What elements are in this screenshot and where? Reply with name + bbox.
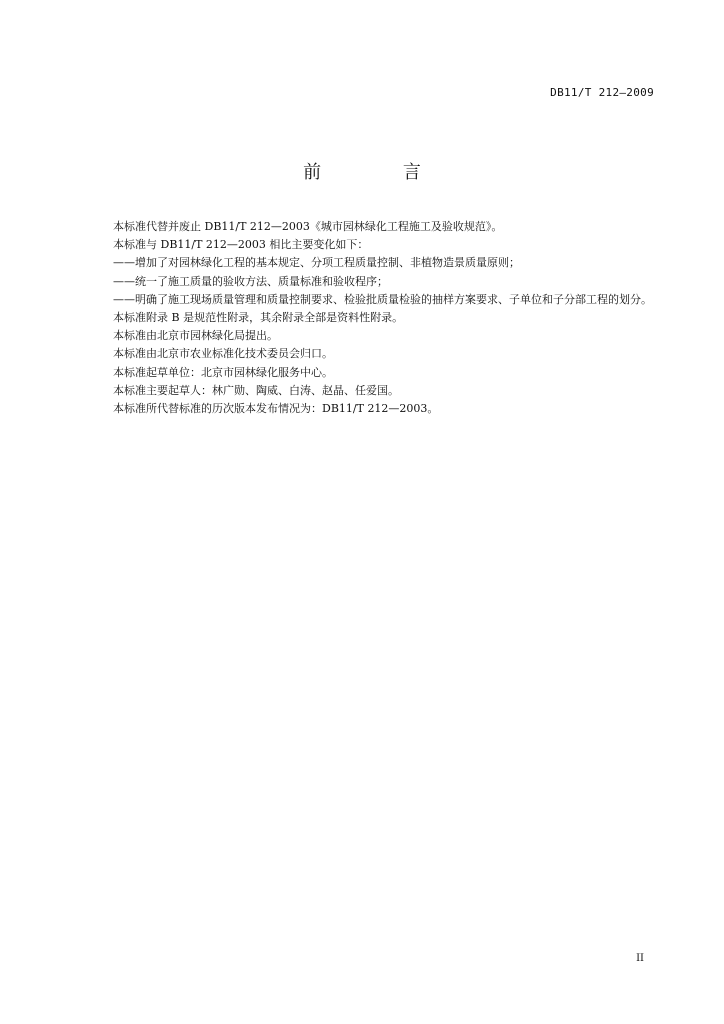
paragraph-proposer: 本标准由北京市园林绿化局提出。 [113,329,278,343]
paragraph-centralized: 本标准由北京市农业标准化技术委员会归口。 [113,347,333,361]
page-title: 前 言 [303,162,459,183]
page-number: II [636,953,644,964]
paragraph-drafting-unit: 本标准起草单位：北京市园林绿化服务中心。 [113,365,333,379]
list-item-change-2: ——统一了施工质量的验收方法、质量标准和验收程序； [113,274,388,288]
paragraph-drafters: 本标准主要起草人：林广勋、陶威、白涛、赵晶、任爱国。 [113,383,399,397]
paragraph-appendix: 本标准附录 B 是规范性附录，其余附录全部是资料性附录。 [113,311,404,325]
paragraph-history: 本标准所代替标准的历次版本发布情况为：DB11/T 212—2003。 [113,402,439,416]
list-item-change-3: ——明确了施工现场质量管理和质量控制要求、检验批质量检验的抽样方案要求、子单位和子分部工程的划分。 [113,292,652,306]
foreword-body [113,218,661,418]
list-item-change-1: ——增加了对园林绿化工程的基本规定、分项工程质量控制、非植物造景质量原则； [113,256,520,270]
standard-code: DB11/T 212—2009 [550,86,654,99]
paragraph-changes-intro: 本标准与 DB11/T 212—2003 相比主要变化如下： [113,238,369,252]
paragraph-replaces: 本标准代替并废止 DB11/T 212—2003《城市园林绿化工程施工及验收规范》。 [113,220,503,233]
